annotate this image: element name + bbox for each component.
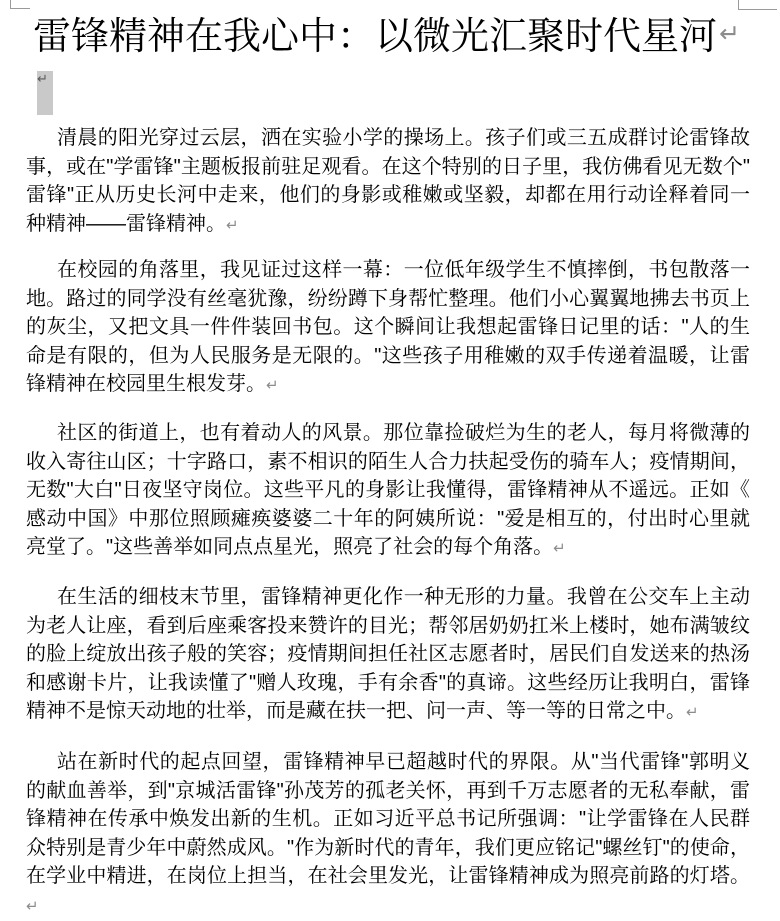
page-corner-crop-mark-left-icon xyxy=(10,0,30,9)
paragraph-mark-icon: ↵ xyxy=(553,540,566,557)
paragraph-mark-icon: ↵ xyxy=(686,704,699,721)
essay-paragraph-4[interactable] xyxy=(26,583,750,728)
document-title-text: 雷锋精神在我心中：以微光汇聚时代星河 xyxy=(33,16,718,58)
document-title[interactable] xyxy=(33,9,740,62)
essay-paragraph-5[interactable] xyxy=(26,748,750,921)
essay-paragraph-1[interactable] xyxy=(26,124,750,240)
paragraph-text: 社区的街道上，也有着动人的风景。那位靠捡破烂为生的老人，每月将微薄的收入寄往山区；十字路口，素不相识的陌生人合力扶起受伤的骑车人；疫情期间，无数"大白"日夜坚守岗位。这些平凡的身影让我懂得，雷锋精神从不遥远。正如《感动中国》中那位照顾瘫痪婆婆二十年的阿姨所说："爱是相互的，付出时心里就亮堂了。"这些善举如同点点星光，照亮了社会的每个角落。 xyxy=(26,422,750,558)
paragraph-mark-icon: ↵ xyxy=(226,216,239,234)
paragraph-mark-icon: ↵ xyxy=(266,377,279,394)
paragraph-text: 清晨的阳光穿过云层，洒在实验小学的操场上。孩子们或三五成群讨论雷锋故事，或在"学雷锋"主题板报前驻足观看。在这个特别的日子里，我仿佛看见无数个"雷锋"正从历史长河中走来，他们的身影或稚嫩或坚毅，却都在用行动诠释着同一种精神——雷锋精神。 xyxy=(26,127,750,235)
paragraph-text: 在生活的细枝末节里，雷锋精神更化作一种无形的力量。我曾在公交车上主动为老人让座，看到后座乘客投来赞许的目光；帮邻居奶奶扛米上楼时，她布满皱纹的脸上绽放出孩子般的笑容；疫情期间担任社区志愿者时，居民们自发送来的热汤和感谢卡片，让我读懂了"赠人玫瑰，手有余香"的真谛。这些经历让我明白，雷锋精神不是惊天动地的壮举，而是藏在扶一把、问一声、等一等的日常之中。 xyxy=(26,586,750,722)
paragraph-mark-icon: ↵ xyxy=(719,20,740,48)
essay-paragraph-3[interactable] xyxy=(26,419,750,564)
paragraph-mark-icon: ↵ xyxy=(37,71,48,86)
paragraph-text: 站在新时代的起点回望，雷锋精神早已超越时代的界限。从"当代雷锋"郭明义的献血善举，到"京城活雷锋"孙茂芳的孤老关怀，再到千万志愿者的无私奉献，雷锋精神在传承中焕发出新的生机。正如习近平总书记所强调："让学雷锋在人民群众特别是青少年中蔚然成风。"作为新时代的青年，我们更应铭记"螺丝钉"的使命，在学业中精进，在岗位上担当，在社会里发光，让雷锋精神成为照亮前路的灯塔。 xyxy=(26,751,750,887)
essay-paragraph-2[interactable] xyxy=(26,256,750,401)
selected-empty-paragraph[interactable] xyxy=(37,71,53,115)
paragraph-text: 在校园的角落里，我见证过这样一幕：一位低年级学生不慎摔倒，书包散落一地。路过的同学没有丝毫犹豫，纷纷蹲下身帮忙整理。他们小心翼翼地拂去书页上的灰尘，又把文具一件件装回书包。这个瞬间让我想起雷锋日记里的话："人的生命是有限的，但为人民服务是无限的。"这些孩子用稚嫩的双手传递着温暖，让雷锋精神在校园里生根发芽。 xyxy=(26,259,750,395)
page-corner-crop-mark-right-icon xyxy=(738,0,777,10)
paragraph-mark-icon: ↵ xyxy=(26,897,39,915)
